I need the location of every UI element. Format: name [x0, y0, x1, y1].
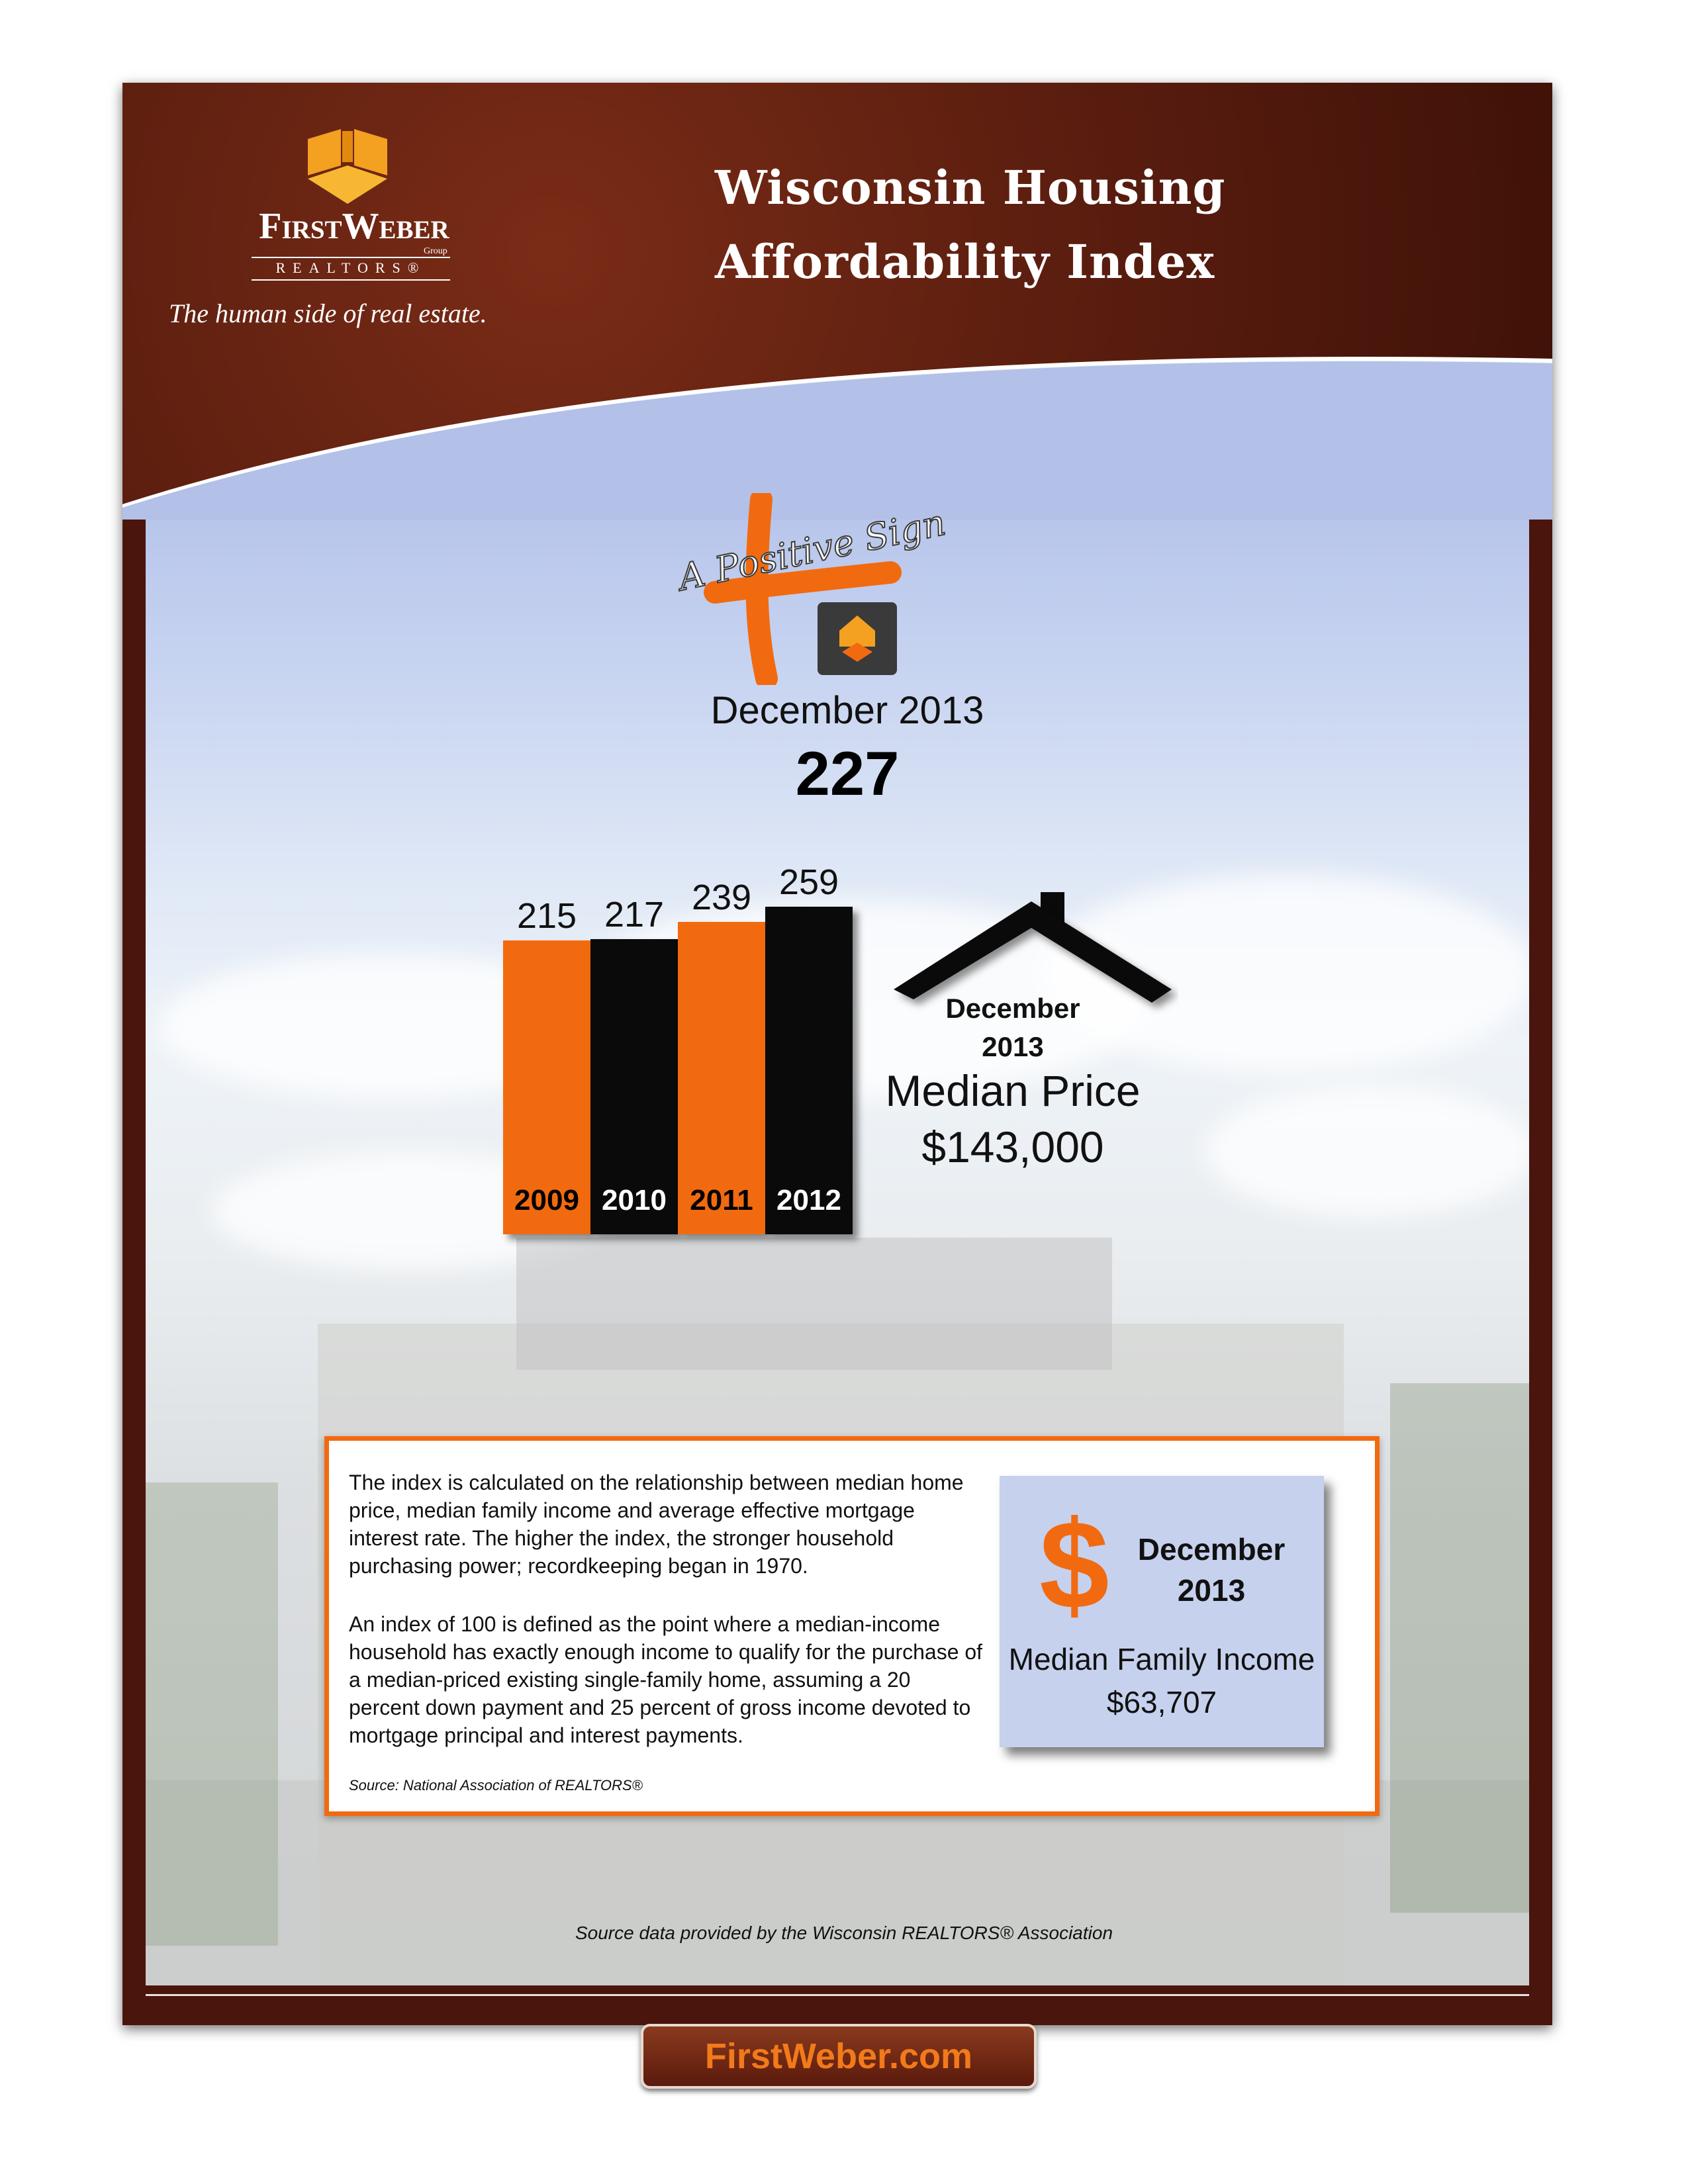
median-income-card [1000, 1476, 1324, 1747]
info-paragraph-2: An index of 100 is defined as the point where a median-income household has exactly enough income to qualify for the purchase of a median-priced existing single-family home, assuming a 20 percent down payment and 25 percent of gross income devoted to mortgage principal and interest payments. [349, 1612, 983, 1747]
brand-tagline: The human side of real estate. [169, 298, 487, 328]
website-button[interactable]: FirstWeber.com [641, 2024, 1037, 2089]
index-month: December 2013 [710, 689, 984, 732]
bar-value-label: 215 [516, 896, 577, 936]
bar-value-label: 239 [691, 878, 752, 917]
dollar-icon: $ [1039, 1495, 1109, 1635]
income-title: Median Family Income [1008, 1642, 1315, 1676]
bar-value-label: 259 [778, 862, 839, 902]
bar-year-label: 2011 [690, 1184, 753, 1216]
income-month-line2: 2013 [1177, 1573, 1246, 1608]
bar-year-label: 2010 [602, 1184, 667, 1216]
brand-realtors: REALTORS® [275, 259, 426, 276]
index-value: 227 [795, 739, 900, 808]
brand-group: Group [424, 246, 447, 256]
footer-source: Source data provided by the Wisconsin REALTORS® Association [575, 1923, 1113, 1943]
median-price-title: Median Price [885, 1066, 1141, 1115]
brand-rule-top [252, 257, 450, 258]
income-value: $63,707 [1106, 1685, 1217, 1719]
bar-2012 [765, 907, 853, 1234]
badge-text: A Positive Sign [675, 501, 949, 599]
info-source: Source: National Association of REALTORS® [349, 1777, 643, 1794]
title-line-1: Wisconsin Housing [715, 160, 1226, 215]
bar-2010 [590, 939, 678, 1234]
footer-divider [146, 1994, 1529, 1996]
brand-rule-bottom [252, 279, 450, 281]
median-price-month-line1: December [945, 993, 1080, 1024]
brand-name: FirstWeber [259, 206, 449, 247]
bar-year-label: 2012 [776, 1184, 841, 1216]
bar-year-label: 2009 [514, 1184, 579, 1216]
median-price-value: $143,000 [921, 1122, 1104, 1171]
bar-value-label: 217 [604, 895, 665, 934]
info-paragraph-1: The index is calculated on the relationship between median home price, median family income and average effective mortgage interest rate. The higher the index, the stronger household purchasing power; recordkeeping began in 1970. [349, 1471, 964, 1578]
firstweber-logo-icon [301, 126, 394, 205]
median-price-month [914, 989, 1112, 1066]
title-line-2: Affordability Index [715, 234, 1215, 289]
income-month [1125, 1529, 1297, 1611]
median-price-month-line2: 2013 [982, 1031, 1044, 1062]
affordability-bar-chart [503, 854, 874, 1234]
bar-2011 [678, 922, 765, 1234]
income-month-line1: December [1137, 1532, 1286, 1567]
page-title [715, 151, 1311, 299]
bar-2009 [503, 940, 590, 1234]
positive-sign-badge [669, 493, 960, 685]
